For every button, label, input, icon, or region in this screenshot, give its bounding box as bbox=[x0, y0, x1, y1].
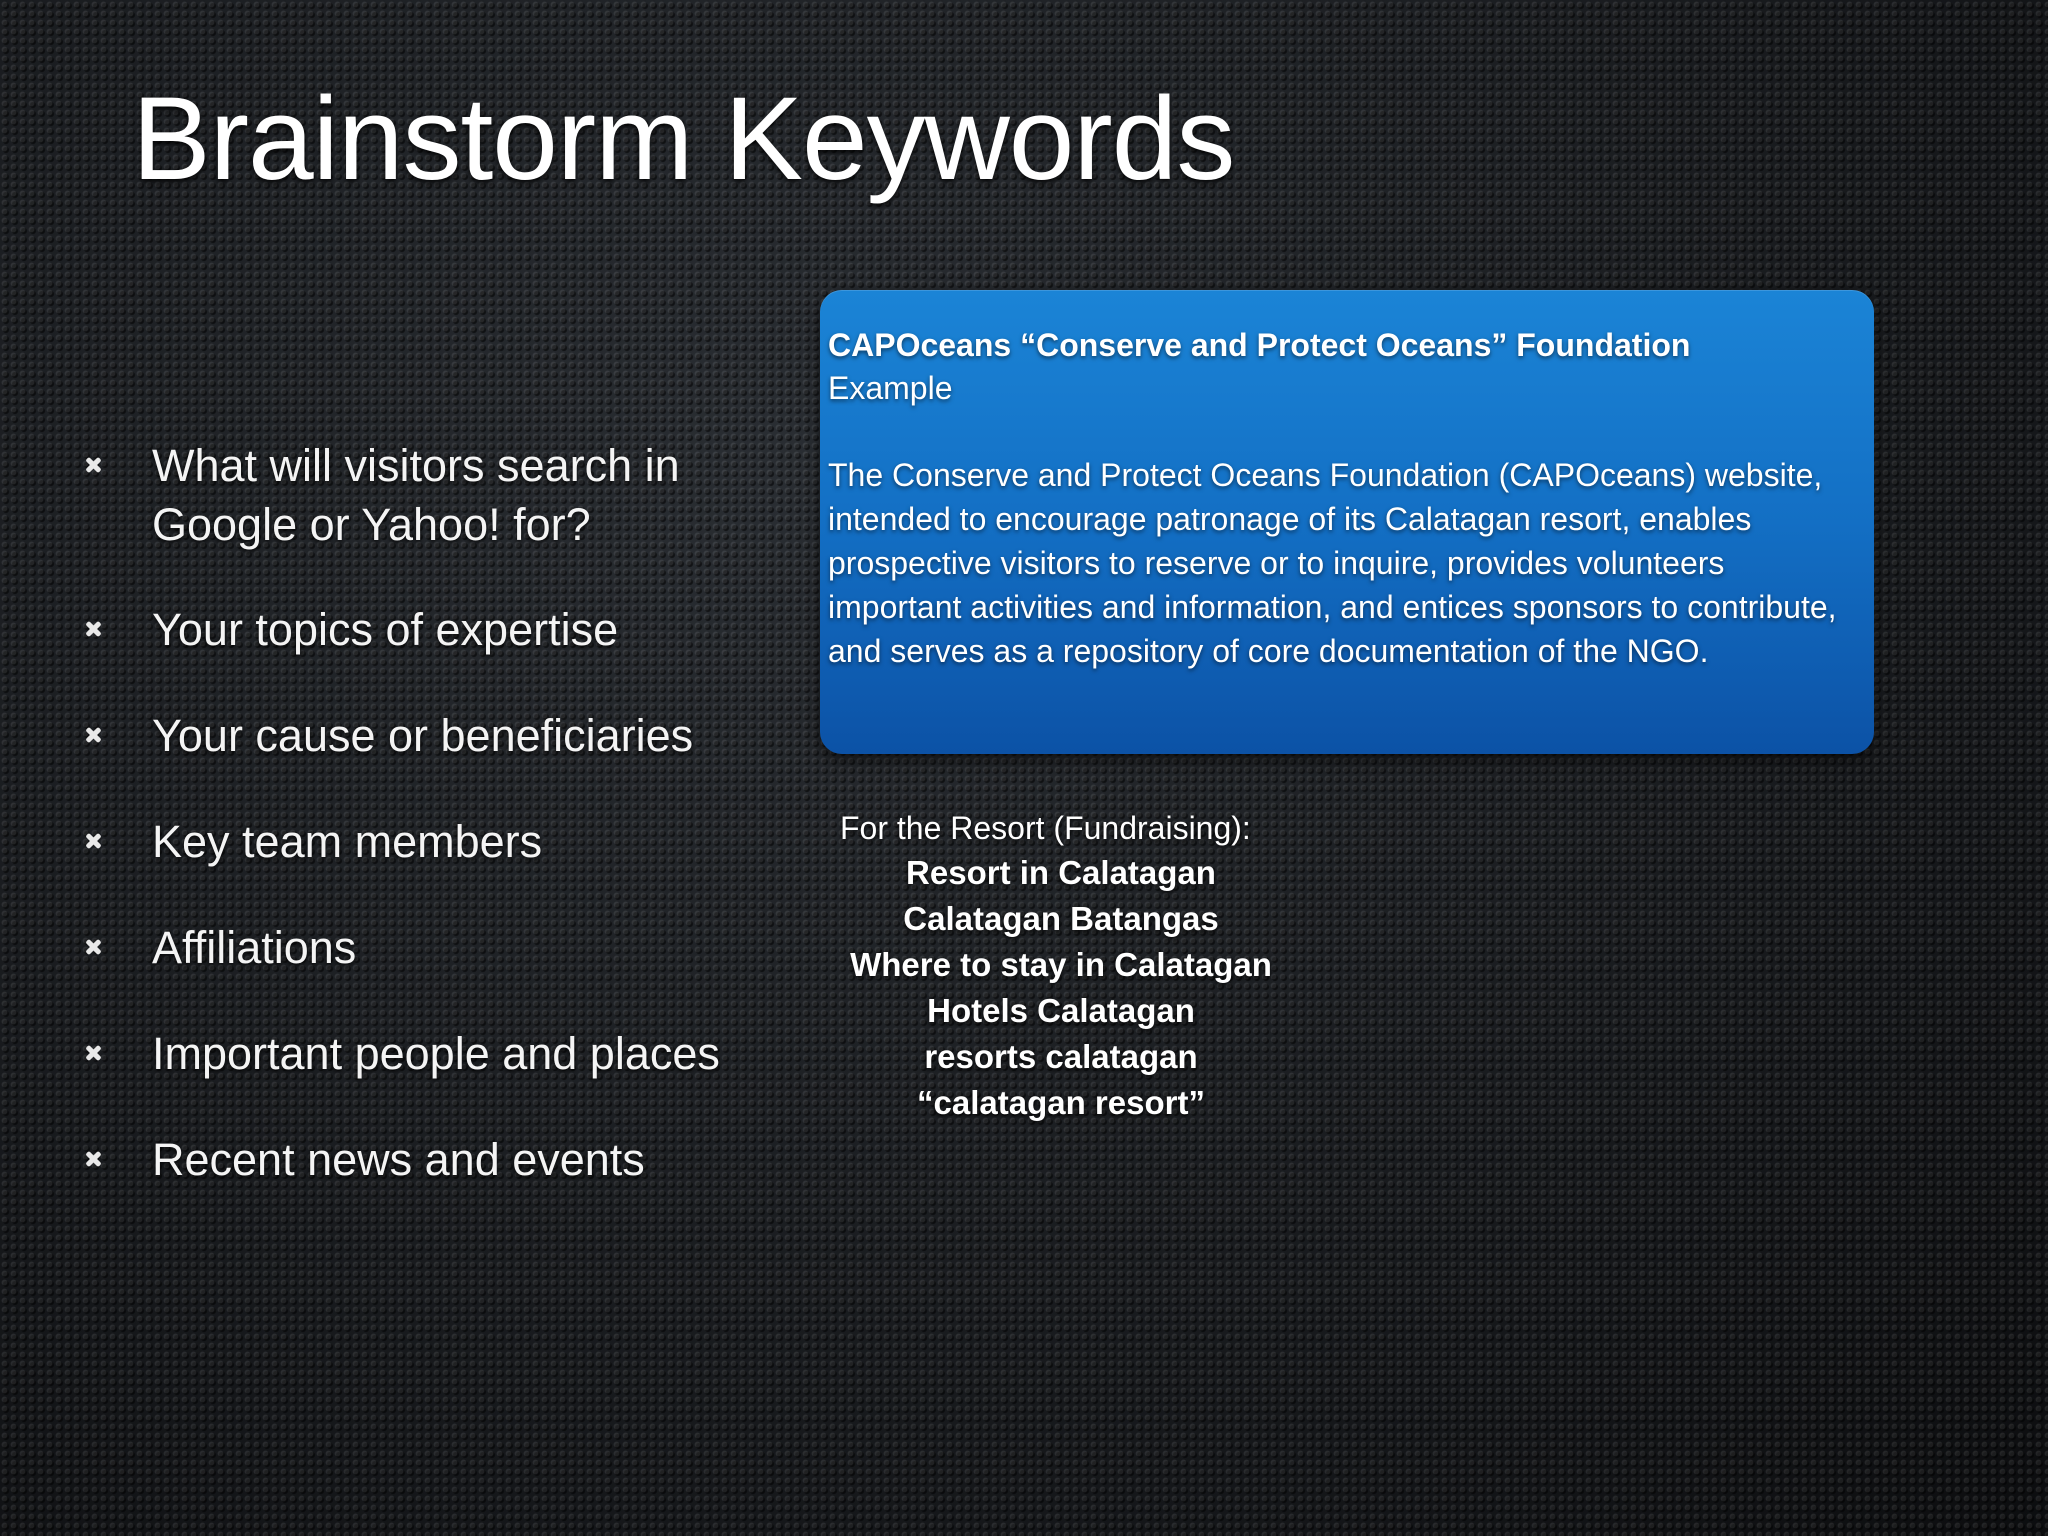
example-callout-box bbox=[820, 290, 1874, 754]
keyword-item: Calatagan Batangas bbox=[903, 900, 1219, 937]
keyword-item: Resort in Calatagan bbox=[906, 854, 1216, 891]
bullet-text: What will visitors search in Google or Yahoo! for? bbox=[152, 440, 680, 550]
x-bullet-icon bbox=[86, 1046, 100, 1060]
keyword-item: Hotels Calatagan bbox=[927, 992, 1195, 1029]
bullet-item bbox=[84, 600, 784, 659]
x-bullet-icon bbox=[86, 458, 100, 472]
bullet-text: Affiliations bbox=[152, 922, 357, 973]
x-bullet-icon bbox=[86, 940, 100, 954]
example-heading: CAPOceans “Conserve and Protect Oceans” Foundation bbox=[828, 327, 1691, 363]
bullet-item bbox=[84, 918, 784, 977]
bullet-text: Your cause or beneficiaries bbox=[152, 710, 694, 761]
keyword-item: Where to stay in Calatagan bbox=[850, 946, 1272, 983]
example-description: The Conserve and Protect Oceans Foundation (CAPOceans) website, intended to encourage patronage of its Calatagan resort, enables prospective visitors to reserve or to inquire, provides volunteers important activities and information, and entices sponsors to contribute, and serves as a repository of core documentation of the NGO. bbox=[828, 457, 1837, 669]
keyword-examples bbox=[826, 806, 1296, 1126]
bullet-item bbox=[84, 1024, 784, 1083]
x-bullet-icon bbox=[86, 1152, 100, 1166]
bullet-item bbox=[84, 1130, 784, 1189]
bullet-item bbox=[84, 436, 784, 554]
example-label: Example bbox=[828, 370, 953, 406]
x-bullet-icon bbox=[86, 834, 100, 848]
bullet-list bbox=[84, 436, 784, 1236]
bullet-text: Important people and places bbox=[152, 1028, 720, 1079]
x-bullet-icon bbox=[86, 622, 100, 636]
keyword-item: “calatagan resort” bbox=[917, 1084, 1205, 1121]
keywords-intro: For the Resort (Fundraising): bbox=[840, 810, 1251, 846]
bullet-item bbox=[84, 812, 784, 871]
slide-title: Brainstorm Keywords bbox=[132, 73, 1235, 205]
bullet-text: Recent news and events bbox=[152, 1134, 645, 1185]
keyword-item: resorts calatagan bbox=[924, 1038, 1198, 1075]
x-bullet-icon bbox=[86, 728, 100, 742]
keyword-list bbox=[826, 850, 1296, 1126]
bullet-item bbox=[84, 706, 784, 765]
bullet-text: Key team members bbox=[152, 816, 543, 867]
bullet-text: Your topics of expertise bbox=[152, 604, 619, 655]
